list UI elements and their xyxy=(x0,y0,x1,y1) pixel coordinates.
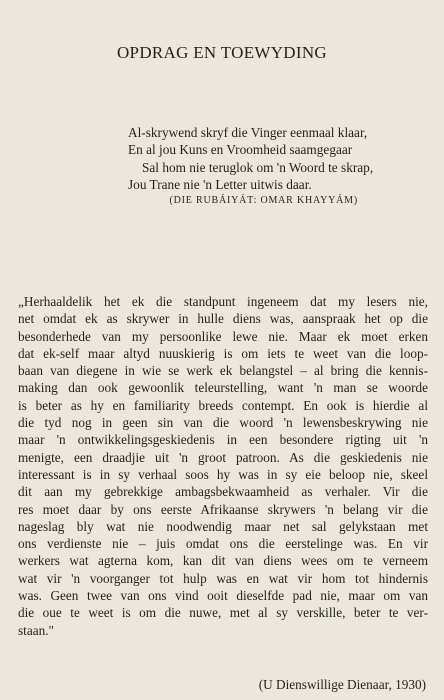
body-line: interessant is in sy verhaal soos hy was in sy eie beloop nie, skeel xyxy=(18,466,428,482)
body-line: die tyd nog in geen sin van die woord 'n lewensbeskrywing nie xyxy=(18,415,428,431)
epigraph-verse xyxy=(128,124,428,193)
body-line: is beter as hy en familiarity breeds contempt. En ook is hierdie al xyxy=(18,397,428,413)
body-line: res moet daar by ons eerste Afrikaanse skrywers 'n belang vir die xyxy=(18,501,428,517)
body-line: die oue te weet is om die nuwe, met al sy verskille, beter te ver- xyxy=(18,605,428,621)
quotation-body xyxy=(18,293,428,639)
body-line: werkers wat agterna kom, kan dit van diens wees om te verneem xyxy=(18,553,428,569)
body-line: dat ek-self maar altyd nuuskierig is om iets te weet van die loop- xyxy=(18,345,428,361)
body-line: „Herhaaldelik het ek die standpunt ingeneem dat my lesers nie, xyxy=(18,294,428,309)
verse-line: Sal hom nie teruglok om 'n Woord te skrap, xyxy=(142,159,374,175)
signature-line: (U Dienswillige Dienaar, 1930) xyxy=(258,677,426,692)
verse-line: Jou Trane nie 'n Letter uitwis daar. xyxy=(128,176,312,192)
page-heading: OPDRAG EN TOEWYDING xyxy=(116,43,327,63)
body-line: menigte, een draadjie uit 'n groot patroon. As die geskiedenis nie xyxy=(18,449,428,465)
body-line: nageslag bly wat nie noodwendig maar net sal gelykstaan met xyxy=(18,518,428,534)
body-line: ons verdienste nie – juis omdat ons die eerstelinge was. En vir xyxy=(18,536,428,552)
body-line: dit aan my gebrekkige ambagsbekwaamheid as verhaler. Vir die xyxy=(18,484,428,500)
body-line: baan van diegene in wie se werk ek belangstel – al bring die kennis- xyxy=(18,363,428,379)
body-line: was. Geen twee van ons vind ooit dieselfde pad nie, maar om van xyxy=(18,588,428,604)
body-line: net omdat ek as skrywer in hulle diens was, aanspraak het op die xyxy=(18,311,428,327)
body-line: wat vir 'n voorganger tot hulp was en wat vir hom tot hindernis xyxy=(18,570,428,586)
body-line: making dan ook gewoonlik teleurstelling, want 'n man se woorde xyxy=(18,380,428,396)
body-line: maar 'n ontwikkelingsgeskiedenis in een besondere rigting uit 'n xyxy=(18,432,428,448)
verse-attribution: (DIE RUBÁIYÁT: OMAR KHAYYÁM) xyxy=(169,195,358,206)
verse-line: En al jou Kuns en Vroomheid saamgegaar xyxy=(128,142,353,158)
verse-line: Al-skrywend skryf die Vinger eenmaal klaar, xyxy=(128,125,368,140)
body-line: besonderhede van my persoonlike lewe nie. Maar ek moet erken xyxy=(18,328,428,344)
body-line: staan." xyxy=(18,622,54,638)
